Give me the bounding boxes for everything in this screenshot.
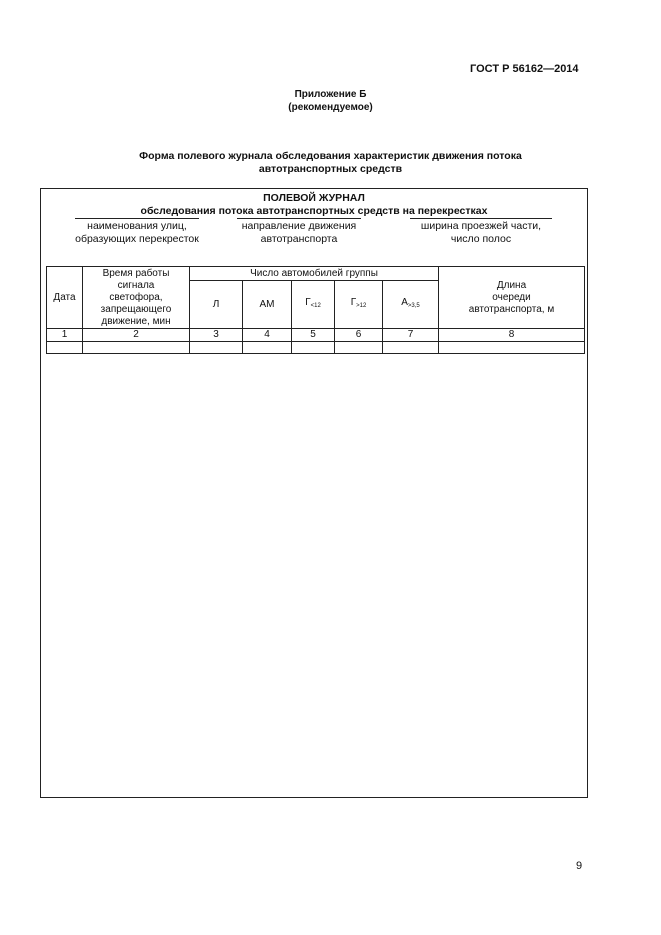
appendix-heading (0, 88, 661, 114)
group-subscript: >12 (356, 303, 367, 309)
column-number: 3 (190, 329, 243, 342)
group-am (243, 281, 292, 329)
header-queue-length (439, 267, 585, 329)
group-subscript: >3,5 (407, 303, 420, 309)
column-number: 4 (243, 329, 292, 342)
header-signal-time (83, 267, 190, 329)
header-text: движение, мин (101, 315, 171, 327)
field-label: образующих перекресток (75, 233, 199, 245)
group-g-gt12 (335, 281, 383, 329)
header-text: автотранспорта, м (468, 303, 555, 315)
header-vehicle-groups: Число автомобилей группы (190, 267, 439, 281)
column-number: 5 (292, 329, 335, 342)
field-roadway-width (401, 218, 561, 246)
header-text: сигнала (117, 279, 155, 291)
empty-cell (83, 342, 190, 354)
header-text: Длина (496, 279, 527, 291)
empty-cell (383, 342, 439, 354)
field-street-names (57, 218, 217, 246)
header-text: Время работы (102, 267, 170, 279)
group-l (190, 281, 243, 329)
group-subscript: <12 (310, 303, 321, 309)
field-label: наименования улиц, (87, 220, 187, 232)
observation-table (46, 266, 585, 354)
empty-cell (439, 342, 585, 354)
empty-cell (292, 342, 335, 354)
group-label: А (401, 297, 408, 308)
group-label: Г (305, 297, 311, 308)
journal-title: ПОЛЕВОЙ ЖУРНАЛ (263, 192, 365, 204)
form-title-line2: автотранспортных средств (258, 163, 403, 175)
column-number: 8 (439, 329, 585, 342)
column-numbers-row (47, 329, 585, 342)
journal-subtitle: обследования потока автотранспортных средств на перекрестках (140, 205, 488, 217)
standard-number: ГОСТ Р 56162—2014 (470, 63, 579, 75)
journal-title-block (41, 192, 587, 218)
field-label: автотранспорта (260, 233, 338, 245)
empty-cell (243, 342, 292, 354)
fill-line (237, 218, 361, 219)
header-text: светофора, (109, 291, 163, 303)
header-row (47, 267, 585, 281)
header-text: очереди (492, 291, 531, 303)
column-number: 2 (83, 329, 190, 342)
field-label: направление движения (241, 220, 357, 232)
column-number: 1 (47, 329, 83, 342)
empty-cell (190, 342, 243, 354)
field-label: число полос (450, 233, 512, 245)
empty-cell (335, 342, 383, 354)
empty-cell (47, 342, 83, 354)
fill-line (410, 218, 552, 219)
appendix-status: (рекомендуемое) (288, 102, 373, 113)
appendix-title: Приложение Б (294, 89, 367, 100)
header-text: запрещающего (100, 303, 172, 315)
header-date: Дата (47, 267, 83, 329)
group-a-gt3-5 (383, 281, 439, 329)
fill-line (75, 218, 199, 219)
field-label: ширина проезжей части, (420, 220, 542, 232)
group-g-lt12 (292, 281, 335, 329)
column-number: 7 (383, 329, 439, 342)
column-number: 6 (335, 329, 383, 342)
page-number: 9 (576, 860, 583, 872)
form-title-line1: Форма полевого журнала обследования характеристик движения потока (139, 150, 522, 162)
empty-data-row (47, 342, 585, 354)
journal-frame (40, 188, 588, 798)
group-label: Л (212, 298, 220, 310)
field-traffic-direction (224, 218, 374, 246)
group-label: Г (350, 297, 357, 308)
form-title (0, 150, 661, 176)
group-label: АМ (259, 298, 275, 310)
